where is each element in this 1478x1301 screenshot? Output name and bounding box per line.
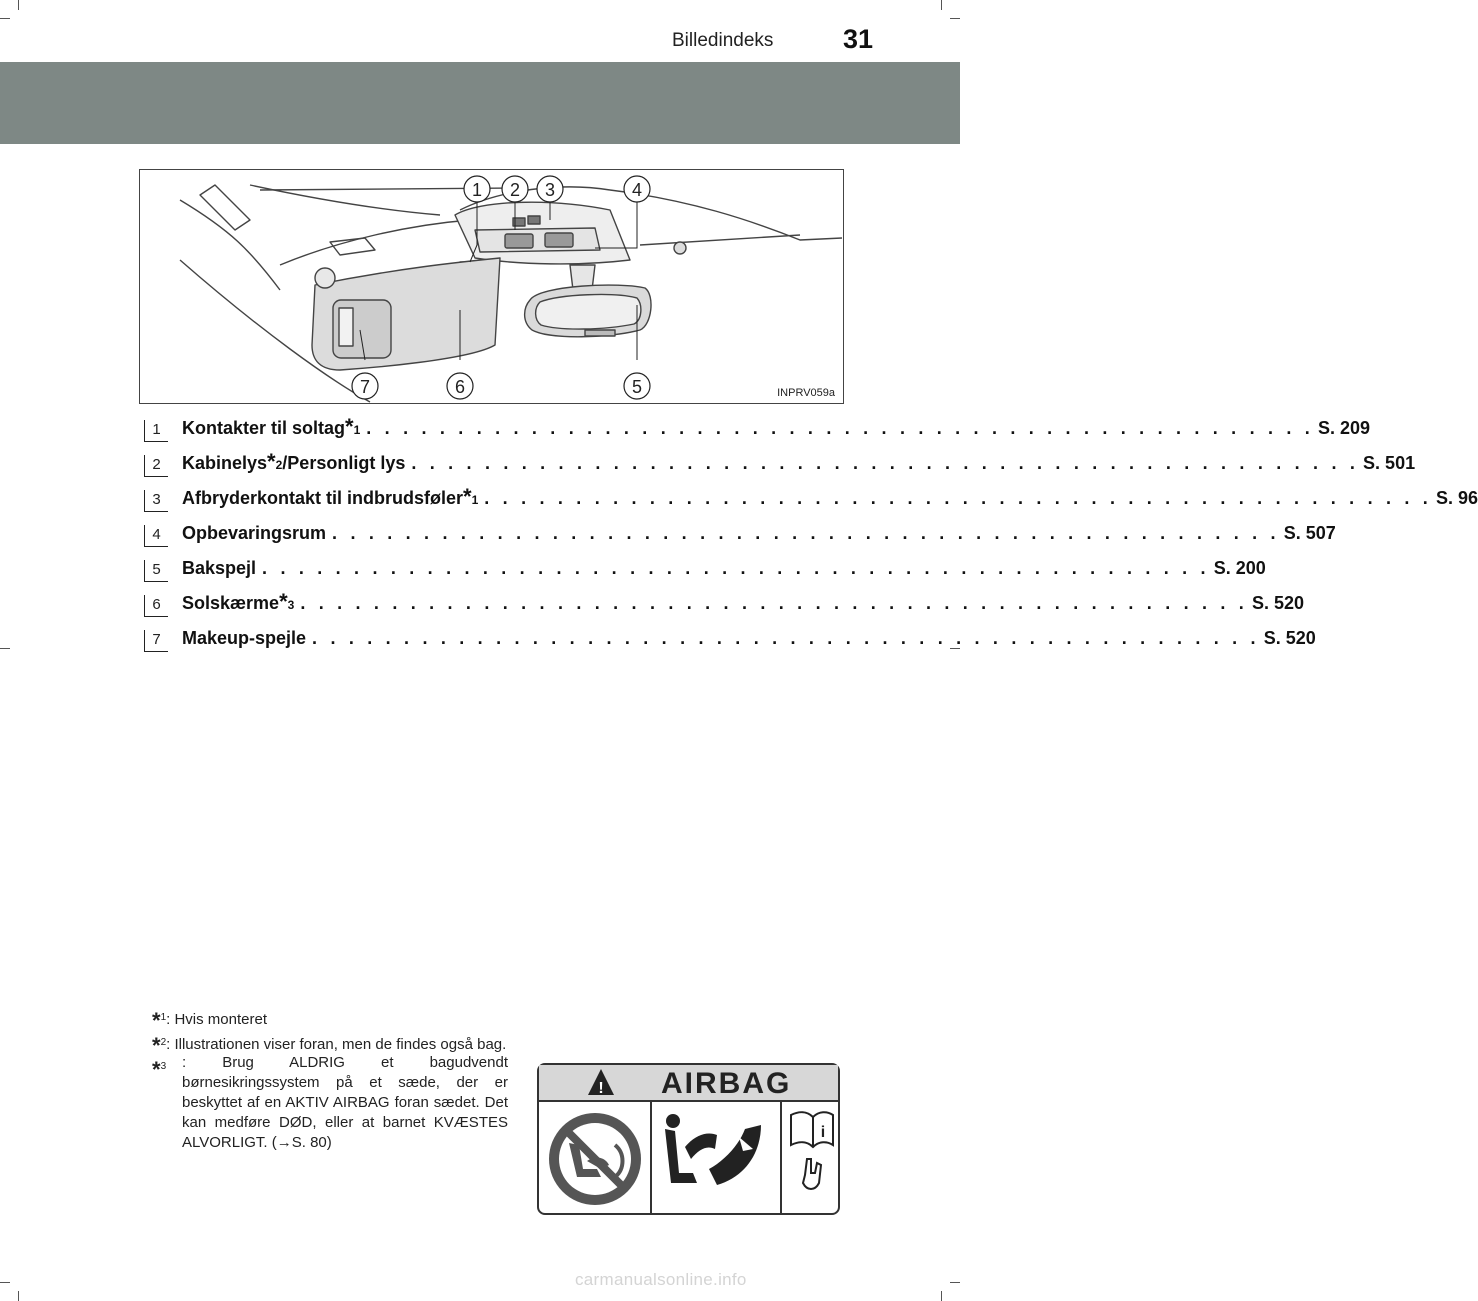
footnote-mark: 2	[275, 458, 283, 472]
item-number: 6	[144, 595, 168, 617]
crop-mark	[0, 648, 10, 649]
list-item	[144, 558, 1266, 584]
crop-mark	[0, 1282, 10, 1283]
list-item	[144, 523, 1336, 549]
item-label: Makeup-spejle	[182, 628, 307, 648]
list-item	[144, 484, 1478, 514]
dot-leader: . . . . . . . . . . . . . . . . . . . . . . . . . . . . . . . . . . . . . . . . . . . . . . . . . . . .	[332, 523, 1280, 543]
page-reference[interactable]: S. 209	[1317, 418, 1371, 438]
item-label: Opbevaringsrum	[182, 523, 327, 543]
item-number: 2	[144, 455, 168, 477]
footnote-star: *	[279, 589, 288, 614]
dot-leader: . . . . . . . . . . . . . . . . . . . . . . . . . . . . . . . . . . . . . . . . . . . . . . . . . . . .	[484, 488, 1432, 508]
crop-mark	[941, 0, 942, 10]
callout-number: 2	[509, 180, 521, 200]
crop-mark	[0, 18, 10, 19]
read-manual-icon	[791, 1112, 833, 1189]
svg-text:i: i	[820, 1124, 826, 1141]
page-reference[interactable]: S. 96	[1435, 488, 1478, 508]
footnote-text: : Brug ALDRIG et bagudvendt børnesikringssystem på et sæde, der er beskyttet af en AKTIV AIRBAG foran sædet. Det kan medføre DØD, eller at barnet KVÆSTES ALVORLIGT. (→S. 80)	[182, 1054, 508, 1151]
footnote-mark: 3	[287, 598, 295, 612]
item-number: 3	[144, 490, 168, 512]
dot-leader: . . . . . . . . . . . . . . . . . . . . . . . . . . . . . . . . . . . . . . . . . . . . . . . . . . . .	[366, 418, 1314, 438]
airbag-title: AIRBAG	[661, 1067, 792, 1100]
header-band	[0, 62, 960, 144]
list-item	[144, 589, 1305, 619]
crop-mark	[18, 0, 19, 10]
crop-mark	[950, 18, 960, 19]
item-label: Kontakter til soltag	[182, 418, 346, 438]
item-number: 5	[144, 560, 168, 582]
overhead-console-illustration	[139, 169, 844, 404]
item-label: Bakspejl	[182, 558, 257, 578]
item-number: 7	[144, 630, 168, 652]
dot-leader: . . . . . . . . . . . . . . . . . . . . . . . . . . . . . . . . . . . . . . . . . . . . . . . . . . . .	[262, 558, 1210, 578]
section-title: Billedindeks	[672, 30, 774, 51]
callout-number: 4	[631, 180, 643, 200]
footnote-mark: 1	[160, 1012, 167, 1023]
airbag-deployment-icon	[665, 1114, 761, 1185]
airbag-warning-label	[537, 1063, 840, 1215]
footnote-star: *	[152, 1033, 161, 1058]
item-label: Kabinelys	[182, 453, 268, 473]
crop-mark	[18, 1291, 19, 1301]
footnote-mark: 2	[160, 1037, 167, 1048]
page-reference[interactable]: S. 200	[1213, 558, 1266, 578]
dot-leader: . . . . . . . . . . . . . . . . . . . . . . . . . . . . . . . . . . . . . . . . . . . . . . . . . . . .	[312, 628, 1260, 648]
overhead-console-drawing	[140, 170, 842, 402]
page-reference[interactable]: S. 520	[1252, 593, 1305, 613]
footnote-star: *	[152, 1008, 161, 1033]
warning-glyph: !	[598, 1080, 604, 1097]
item-label: Afbryderkontakt til indbrudsføler	[182, 488, 464, 508]
illustration-code: INPRV059a	[777, 387, 835, 399]
page-reference[interactable]: S. 507	[1283, 523, 1336, 543]
footnote	[152, 1029, 507, 1058]
item-label: Solskærme	[182, 593, 280, 613]
page-number: 31	[843, 24, 874, 54]
list-item	[144, 414, 1371, 444]
footnote-star: *	[345, 414, 354, 439]
page-reference[interactable]: S. 520	[1263, 628, 1316, 648]
footnote-text: : Illustrationen viser foran, men de findes også bag.	[166, 1036, 507, 1053]
callout-number: 1	[471, 180, 483, 200]
footnote-mark: 3	[160, 1061, 167, 1072]
callout-number: 6	[454, 377, 466, 397]
no-rear-facing-child-seat-icon	[549, 1113, 641, 1205]
footnote	[152, 1004, 267, 1033]
callout-number: 5	[631, 377, 643, 397]
page-reference[interactable]: S. 501	[1363, 453, 1416, 473]
footnote-text: : Hvis monteret	[166, 1011, 267, 1028]
footnote-mark: 1	[353, 423, 361, 437]
callout-number: 3	[544, 180, 556, 200]
footnote-mark: 1	[471, 493, 479, 507]
crop-mark	[950, 1282, 960, 1283]
footnote-star: *	[152, 1057, 161, 1082]
item-number: 4	[144, 525, 168, 547]
item-label-suffix: /Personligt lys	[282, 453, 406, 473]
callout-number: 7	[359, 377, 371, 397]
crop-mark	[941, 1291, 942, 1301]
dot-leader: . . . . . . . . . . . . . . . . . . . . . . . . . . . . . . . . . . . . . . . . . . . . . . . . . . . .	[411, 453, 1360, 473]
dot-leader: . . . . . . . . . . . . . . . . . . . . . . . . . . . . . . . . . . . . . . . . . . . . . . . . . . . .	[300, 593, 1249, 613]
footnote-star: *	[267, 449, 276, 474]
list-item	[144, 449, 1416, 479]
item-number: 1	[144, 420, 168, 442]
footnote	[152, 1053, 167, 1082]
footnote-star: *	[463, 484, 472, 509]
list-item	[144, 628, 1316, 654]
watermark-text: carmanualsonline.info	[575, 1270, 747, 1289]
